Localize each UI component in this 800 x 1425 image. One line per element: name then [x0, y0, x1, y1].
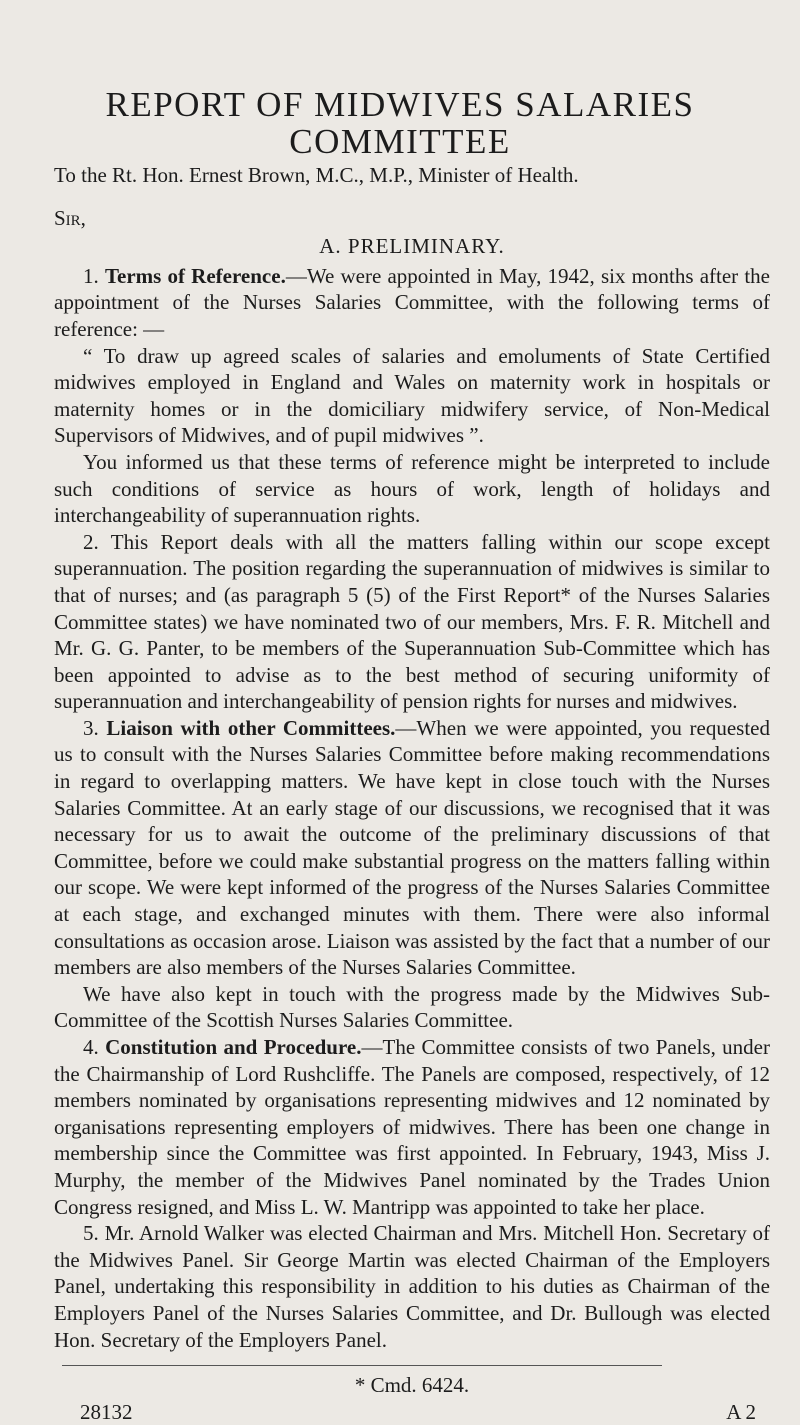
terms-quotation [54, 343, 770, 449]
signature-mark: A 2 [726, 1399, 756, 1424]
paragraph-3-continued [54, 981, 770, 1034]
paragraph-heading: Constitution and Procedure. [105, 1035, 362, 1059]
addressee: To the Rt. Hon. Ernest Brown, M.C., M.P., Minister of Health. [54, 163, 579, 187]
paragraph-text: You informed us that these terms of reference might be interpreted to include such conditions of service as hours of work, length of holidays and interchangeability of superannuation rights. [54, 449, 770, 528]
paragraph-text: This Report deals with all the matters falling within our scope except superannuation. The position regarding the superannuation of midwives is similar to that of nurses; and (as paragraph 5 (5) of the First Report* of the Nurses Salaries Committee states) we have nominated two of our members, Mrs. F. R. Mitchell and Mr. G. G. Panter, to be members of the Superannuation Sub-Committee which has been appointed to advise as to the best method of securing uniformity of superannuation and interchangeability of pension rights for nurses and midwives. [54, 529, 770, 714]
paragraph-heading: Terms of Reference. [104, 263, 286, 288]
page-footer [54, 1399, 770, 1425]
paragraph-number: 4. [83, 1035, 99, 1059]
report-title-line-2: COMMITTEE [289, 122, 511, 161]
paragraph-1-continued [54, 449, 770, 529]
print-code: 28132 [80, 1399, 133, 1424]
paragraph-5 [54, 1220, 770, 1353]
paragraph-number: 2. [83, 529, 99, 554]
paragraph-heading: Liaison with other Committees. [106, 715, 396, 740]
paragraph-text: We have also kept in touch with the progress made by the Midwives Sub-Committee of the Scottish Nurses Salaries Committee. [54, 981, 770, 1033]
paragraph-number: 3. [83, 715, 99, 740]
report-title-line-1: REPORT OF MIDWIVES SALARIES [105, 85, 695, 124]
paragraph-1 [54, 263, 770, 343]
paragraph-text: —When we were appointed, you requested us to consult with the Nurses Salaries Committee before making recommendations in regard to overlapping matters. We have kept in close touch with the Nurses Salaries Committee. At an early stage of our discussions, we recognised that it was necessary for us to await the outcome of the preliminary discussions of that Committee, before we could make substantial progress on the matters falling within our scope. We were kept informed of the progress of the Nurses Salaries Committee at each stage, and exchanged minutes with them. There were also informal consultations as occasion arose. Liaison was assisted by the fact that a number of our members are also members of the Nurses Salaries Committee. [54, 715, 770, 980]
paragraph-4 [54, 1034, 770, 1220]
paragraph-text: “ To draw up agreed scales of salaries and emoluments of State Certified midwives employed in England and Wales on maternity work in hospitals or maternity homes or in the domiciliary midwifery service, of Non-Medical Supervisors of Midwives, and of pupil midwives ”. [54, 343, 770, 448]
paragraph-2 [54, 529, 770, 715]
paragraph-text: —We were appointed in May, 1942, six months after the appointment of the Nurses Salaries Committee, with the following terms of reference: — [54, 263, 770, 341]
paragraph-number: 1. [83, 263, 99, 288]
paragraph-text: —The Committee consists of two Panels, under the Chairmanship of Lord Rushcliffe. The Panels are composed, respectively, of 12 members nominated by organisations representing midwives and 12 nominated by organisations representing employers of midwives. There has been one change in membership since the Committee was first appointed. In February, 1943, Miss J. Murphy, the member of the Midwives Panel nominated by the Trades Union Congress resigned, and Miss L. W. Mantripp was appointed to take her place. [54, 1035, 770, 1219]
paragraph-number: 5. [83, 1221, 99, 1246]
salutation: Sir, [54, 205, 86, 230]
report-body [54, 162, 770, 1425]
paragraph-3 [54, 715, 770, 981]
footnote: * Cmd. 6424. [354, 1373, 470, 1398]
section-heading: A. PRELIMINARY. [319, 234, 505, 259]
paragraph-text: Mr. Arnold Walker was elected Chairman and Mrs. Mitchell Hon. Secretary of the Midwives Panel. Sir George Martin was elected Chairman of the Employers Panel, undertaking this responsibility in addition to his duties as Chairman of the Employers Panel of the Nurses Salaries Committee, and Dr. Bullough was elected Hon. Secretary of the Employers Panel. [54, 1221, 770, 1352]
footnote-divider [62, 1365, 662, 1366]
report-title [0, 86, 800, 160]
